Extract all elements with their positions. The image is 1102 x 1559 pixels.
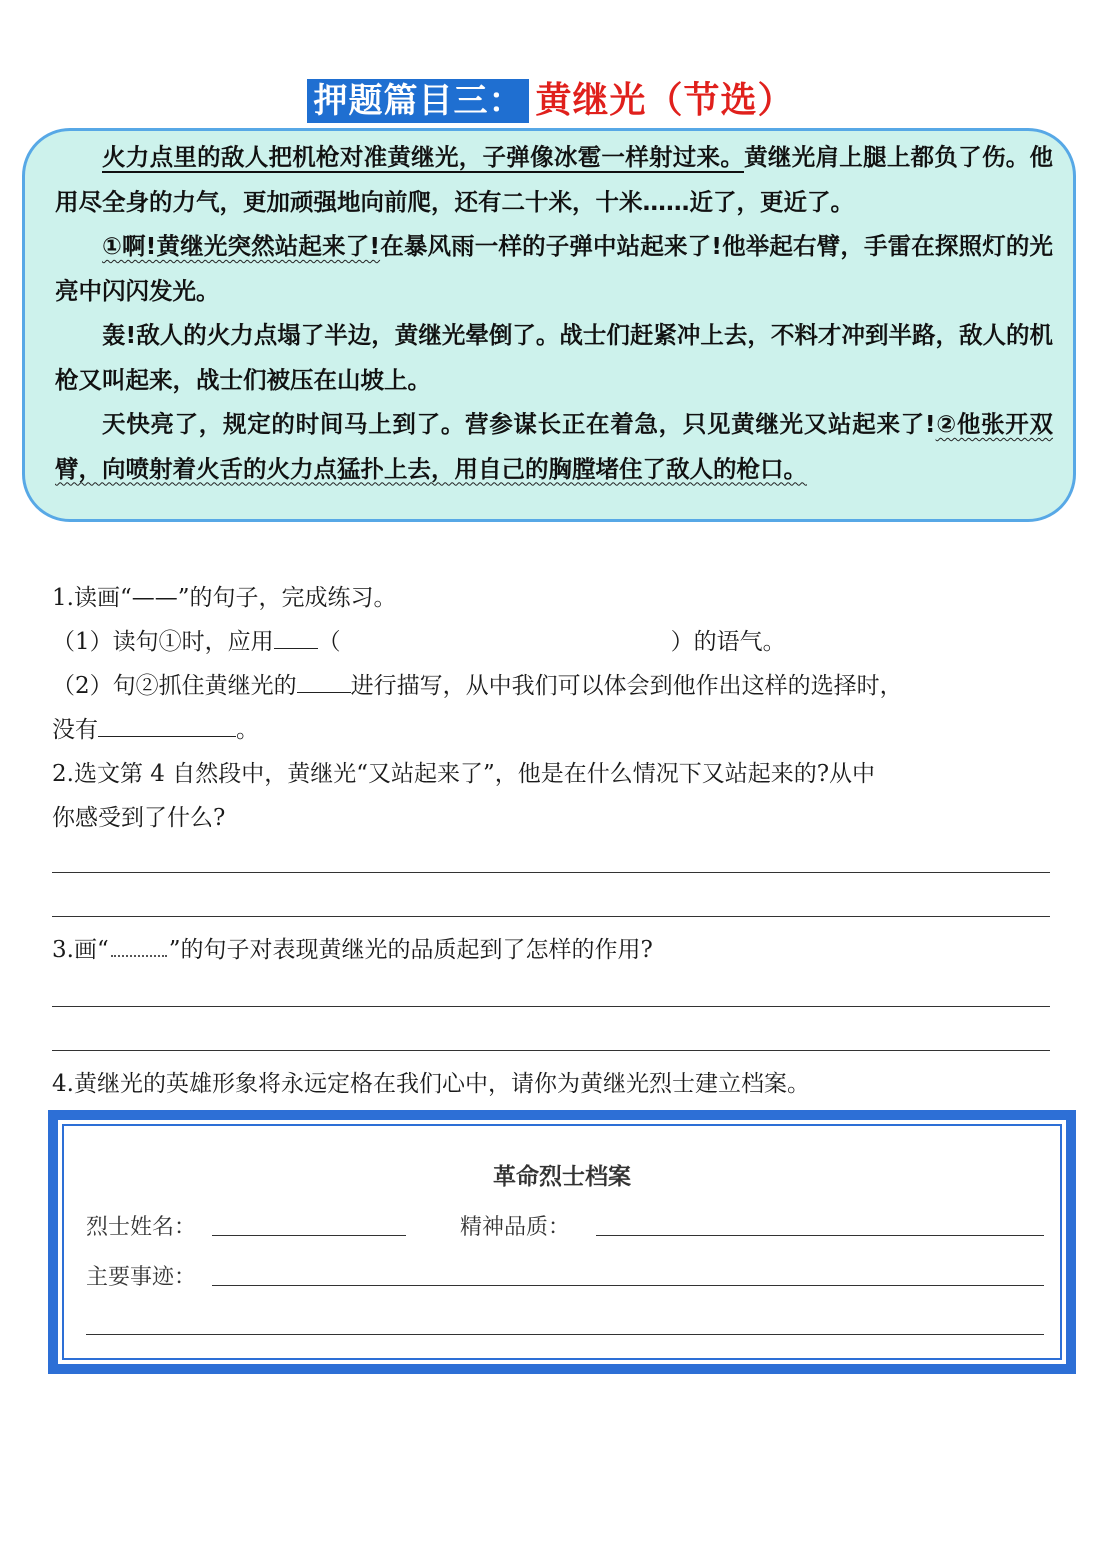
- q1-1-paren-close: ）的语气。: [670, 629, 786, 655]
- questions-section: [52, 576, 1052, 840]
- answer-line[interactable]: [52, 1006, 1050, 1007]
- passage-box: [22, 128, 1076, 522]
- question-1: 1.读画“——”的句子，完成练习。: [52, 585, 397, 611]
- deeds-label: 主要事迹：: [86, 1265, 197, 1290]
- q1-2-text: （2）句②抓住黄继光的: [52, 673, 297, 699]
- spirit-field[interactable]: [596, 1235, 1044, 1236]
- passage-text: [55, 135, 1053, 491]
- q1-1-text: （1）读句①时，应用: [52, 629, 274, 655]
- answer-blank[interactable]: [274, 626, 318, 649]
- q1-1-paren-open: （: [317, 629, 341, 655]
- passage-paragraph-4: [55, 402, 1053, 491]
- q3-text-start: 3.画“: [52, 937, 109, 963]
- q1-2-text-none: 没有: [52, 717, 98, 743]
- answer-blank[interactable]: [98, 714, 236, 737]
- question-3: [52, 928, 1052, 972]
- passage-paragraph-2: [55, 224, 1053, 313]
- martyr-file-card: [48, 1110, 1076, 1374]
- answer-line[interactable]: [52, 872, 1050, 873]
- passage-paragraph-3: 轰!敌人的火力点塌了半边，黄继光晕倒了。战士们赶紧冲上去，不料才冲到半路，敌人的机枪又叫起来，战士们被压在山坡上。: [55, 321, 1053, 394]
- question-2-cont: 你感受到了什么?: [52, 805, 226, 831]
- question-1-2-cont: [52, 708, 1052, 752]
- deeds-field[interactable]: [212, 1285, 1044, 1286]
- passage-text-run: 在暴风雨一样的子弹中站起来了!他举起右臂，手雷在探照灯的光亮中闪闪发光。: [55, 232, 1053, 305]
- q1-2-text-cont: 进行描写，从中我们可以体会到他作出这样的选择时，: [350, 673, 903, 699]
- name-field[interactable]: [212, 1235, 406, 1236]
- answer-line[interactable]: [52, 1050, 1050, 1051]
- question-1-2: [52, 664, 1052, 708]
- wavy-sentence-2: ②他张开双臂，向喷射着火舌的火力点猛扑上去，用自己的胸膛堵住了敌人的枪口。: [55, 410, 1054, 483]
- title-main: 黄继光（节选）: [535, 80, 795, 121]
- answer-blank[interactable]: [297, 670, 351, 693]
- deeds-field-line-2[interactable]: [86, 1334, 1044, 1335]
- spirit-label: 精神品质：: [460, 1215, 571, 1240]
- question-3-block: [52, 928, 1052, 972]
- question-1-1: [52, 620, 1052, 664]
- page-title: [0, 72, 1102, 123]
- question-4-block: [52, 1062, 1052, 1106]
- passage-text-run: 黄继光肩上腿上都负了伤。他用尽全身的力气，更加顽强地向前爬，还有二十米，十米……近了，更近了。: [55, 143, 1054, 216]
- q3-text-end: ”的句子对表现黄继光的品质起到了怎样的作用?: [168, 937, 653, 963]
- file-card-title: 革命烈士档案: [493, 1164, 631, 1190]
- passage-paragraph-1: [55, 135, 1053, 224]
- title-prefix: 押题篇目三：: [307, 79, 529, 123]
- passage-text-run: 天快亮了，规定的时间马上到了。营参谋长正在着急，只见黄继光又站起来了!: [102, 410, 936, 438]
- question-4: 4.黄继光的英雄形象将永远定格在我们心中，请你为黄继光烈士建立档案。: [52, 1071, 810, 1097]
- name-label: 烈士姓名：: [86, 1215, 197, 1240]
- underlined-sentence: 火力点里的敌人把机枪对准黄继光，子弹像冰雹一样射过来。: [102, 143, 745, 171]
- wavy-underline-sample: [111, 945, 167, 957]
- wavy-sentence-1: ①啊!黄继光突然站起来了!: [102, 232, 381, 260]
- q1-2-period: 。: [236, 717, 259, 743]
- answer-line[interactable]: [52, 916, 1050, 917]
- question-2: 2.选文第 4 自然段中，黄继光“又站起来了”，他是在什么情况下又站起来的?从中: [52, 761, 876, 787]
